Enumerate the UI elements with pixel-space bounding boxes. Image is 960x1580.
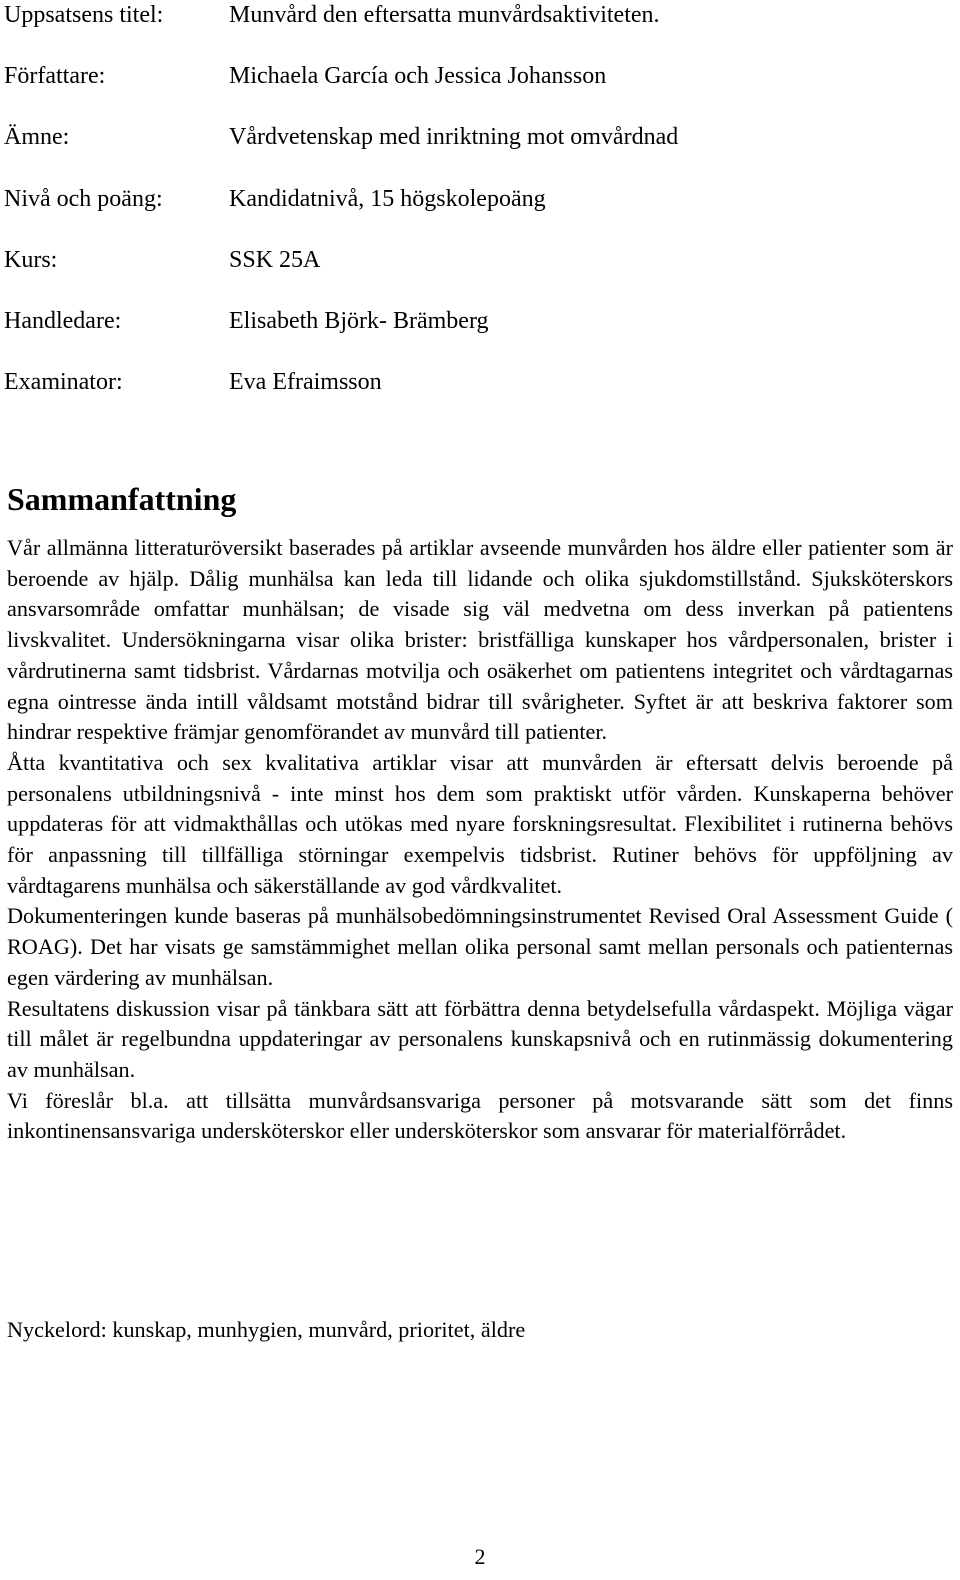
metadata-row-examiner (4, 367, 954, 428)
metadata-row-course (4, 245, 954, 306)
metadata-label: Handledare: (4, 307, 122, 334)
page-number: 2 (474, 1544, 486, 1569)
abstract-paragraph: Vi föreslår bl.a. att tillsätta munvårdsansvariga personer på motsvarande sätt som det finns inkontinensansvariga undersköterskor eller undersköterskor som ansvarar för materialförrådet. (7, 1087, 953, 1144)
metadata-label: Examinator: (4, 369, 123, 396)
metadata-row-level (4, 184, 954, 245)
metadata-value: Elisabeth Björk- Brämberg (229, 307, 489, 334)
metadata-label: Kurs: (4, 246, 58, 273)
metadata-label: Ämne: (4, 124, 70, 151)
metadata-label: Nivå och poäng: (4, 185, 163, 212)
metadata-label: Uppsatsens titel: (4, 2, 164, 28)
metadata-label: Författare: (4, 63, 106, 90)
metadata-value: SSK 25A (229, 246, 321, 273)
metadata-row-subject (4, 122, 954, 183)
abstract-paragraph: Åtta kvantitativa och sex kvalitativa artiklar visar att munvården är eftersatt delvis beroende på personalens utbildningsnivå - inte minst hos dem som praktiskt utför vården. Kunskaperna behöver uppdateras för att vidmakthållas och utökas med nyare forskningsresultat. Flexibilitet i rutinerna behövs för anpassning till tillfälliga störningar exempelvis tidsbrist. Rutiner behövs för uppföljning av vårdtagarens munhälsa och säkerställande av god vårdkvalitet. (7, 749, 953, 898)
abstract-paragraph: Dokumenteringen kunde baseras på munhälsobedömningsinstrumentet Revised Oral Assessment Guide ( ROAG). Det har visats ge samstämmighet mellan olika personal samt mellan personals och patienternas egen värdering av munhälsan. (7, 903, 953, 990)
abstract-paragraph: Vår allmänna litteraturöversikt baserades på artiklar avseende munvården hos äldre eller patienter som är beroende av hjälp. Dålig munhälsa kan leda till lidande och olika sjukdomstillstånd. Sjuksköterskors ansvarsområde omfattar munhälsan; de visade sig väl medvetna om dess inverkan på patientens livskvalitet. Undersökningarna visar olika brister: bristfälliga kunskaper hos vårdpersonalen, brister i vårdrutinerna samt tidsbrist. Vårdarnas motvilja och osäkerhet om patientens integritet och vårdtagarnas egna ointresse ända intill våldsamt motstånd bidrar till svårigheter. Syftet är att beskriva faktorer som hindrar respektive främjar genomförandet av munvård till patienter. (7, 535, 953, 745)
keywords-value: kunskap, munhygien, munvård, prioritet, äldre (112, 1317, 526, 1342)
metadata-value: Eva Efraimsson (229, 369, 382, 396)
metadata-value: Vårdvetenskap med inriktning mot omvårdnad (229, 124, 679, 151)
abstract-paragraph: Resultatens diskussion visar på tänkbara sätt att förbättra denna betydelsefulla vårdaspekt. Möjliga vägar till målet är regelbundna uppdateringar av personalens kunskapsnivå och en rutinmässig dokumentering av munhälsan. (7, 995, 953, 1082)
abstract-heading: Sammanfattning (7, 481, 237, 517)
keywords-line (7, 1315, 525, 1345)
metadata-row-authors (4, 61, 954, 122)
keywords-label: Nyckelord: (7, 1317, 107, 1342)
metadata-value: Kandidatnivå, 15 högskolepoäng (229, 185, 546, 212)
metadata-value: Munvård den eftersatta munvårdsaktiviteten. (229, 2, 660, 28)
metadata-row-supervisor (4, 306, 954, 367)
metadata-value: Michaela García och Jessica Johansson (229, 63, 607, 90)
metadata-row-title (4, 0, 954, 61)
thesis-metadata (4, 0, 954, 428)
abstract-body (7, 533, 953, 1147)
